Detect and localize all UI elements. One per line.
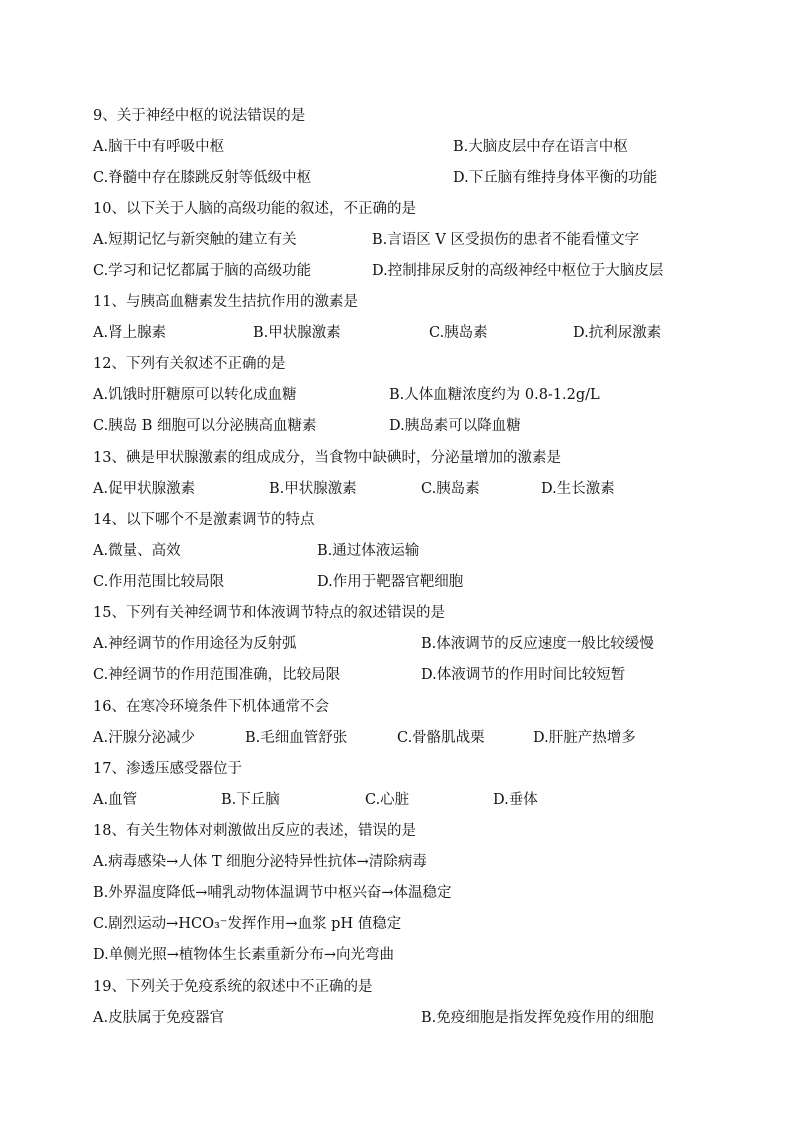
option-d: D.胰岛素可以降血糖 (389, 418, 521, 434)
option-d: D.生长激素 (541, 481, 615, 497)
option-c: C.神经调节的作用范围准确，比较局限 (93, 667, 341, 683)
option-a: A.汗腺分泌减少 (93, 730, 196, 746)
option-b: B.大脑皮层中存在语言中枢 (453, 139, 628, 155)
option-c: C.胰岛素 (429, 325, 488, 341)
question-18-option-a: A.病毒感染→人体 T 细胞分泌特异性抗体→清除病毒 (93, 854, 427, 870)
option-c: C.心脏 (365, 792, 410, 808)
option-a: A.脑干中有呼吸中枢 (93, 139, 225, 155)
option-d: D.下丘脑有维持身体平衡的功能 (453, 170, 658, 186)
option-a: A.血管 (93, 792, 138, 808)
option-a: A.肾上腺素 (93, 325, 167, 341)
option-b: B.毛细血管舒张 (245, 730, 348, 746)
option-a: A.神经调节的作用途径为反射弧 (93, 636, 297, 652)
question-10-stem: 10、以下关于人脑的高级功能的叙述，不正确的是 (93, 201, 416, 217)
option-c: C.脊髓中存在膝跳反射等低级中枢 (93, 170, 312, 186)
option-b: B.下丘脑 (221, 792, 280, 808)
question-12-stem: 12、下列有关叙述不正确的是 (93, 356, 286, 372)
option-c: C.作用范围比较局限 (93, 574, 225, 590)
option-d: D.体液调节的作用时间比较短暂 (421, 667, 626, 683)
option-b: B.通过体液运输 (317, 543, 420, 559)
option-a: A.饥饿时肝糖原可以转化成血糖 (93, 387, 297, 403)
option-d: D.肝脏产热增多 (533, 730, 636, 746)
option-c: C.学习和记忆都属于脑的高级功能 (93, 263, 312, 279)
option-a: A.皮肤属于免疫器官 (93, 1010, 225, 1026)
question-9-stem: 9、关于神经中枢的说法错误的是 (93, 108, 306, 124)
option-c: C.骨骼肌战栗 (397, 730, 485, 746)
question-13-stem: 13、碘是甲状腺激素的组成成分，当食物中缺碘时，分泌量增加的激素是 (93, 450, 561, 466)
question-11-stem: 11、与胰高血糖素发生拮抗作用的激素是 (93, 294, 358, 310)
option-a: A.短期记忆与新突触的建立有关 (93, 232, 297, 248)
option-b: B.免疫细胞是指发挥免疫作用的细胞 (421, 1010, 654, 1026)
option-c: C.胰岛素 (421, 481, 480, 497)
option-b: B.甲状腺激素 (253, 325, 341, 341)
question-16-stem: 16、在寒冷环境条件下机体通常不会 (93, 699, 329, 715)
option-b: B.体液调节的反应速度一般比较缓慢 (421, 636, 654, 652)
question-18-option-d: D.单侧光照→植物体生长素重新分布→向光弯曲 (93, 947, 395, 963)
option-d: D.垂体 (493, 792, 538, 808)
option-d: D.控制排尿反射的高级神经中枢位于大脑皮层 (372, 263, 664, 279)
question-18-option-c: C.剧烈运动→HCO₃⁻发挥作用→血浆 pH 值稳定 (93, 916, 402, 932)
option-d: D.作用于靶器官靶细胞 (317, 574, 464, 590)
option-b: B.甲状腺激素 (269, 481, 357, 497)
question-18-option-b: B.外界温度降低→哺乳动物体温调节中枢兴奋→体温稳定 (93, 885, 452, 901)
question-17-stem: 17、渗透压感受器位于 (93, 761, 242, 777)
option-a: A.促甲状腺激素 (93, 481, 196, 497)
option-c: C.胰岛 B 细胞可以分泌胰高血糖素 (93, 418, 317, 434)
question-19-stem: 19、下列关于免疫系统的叙述中不正确的是 (93, 979, 373, 995)
option-a: A.微量、高效 (93, 543, 181, 559)
option-b: B.言语区 V 区受损伤的患者不能看懂文字 (372, 232, 639, 248)
question-15-stem: 15、下列有关神经调节和体液调节特点的叙述错误的是 (93, 605, 445, 621)
question-18-stem: 18、有关生物体对刺激做出反应的表述，错误的是 (93, 823, 416, 839)
option-d: D.抗利尿激素 (573, 325, 662, 341)
question-14-stem: 14、以下哪个不是激素调节的特点 (93, 512, 315, 528)
option-b: B.人体血糖浓度约为 0.8-1.2g/L (389, 387, 600, 403)
